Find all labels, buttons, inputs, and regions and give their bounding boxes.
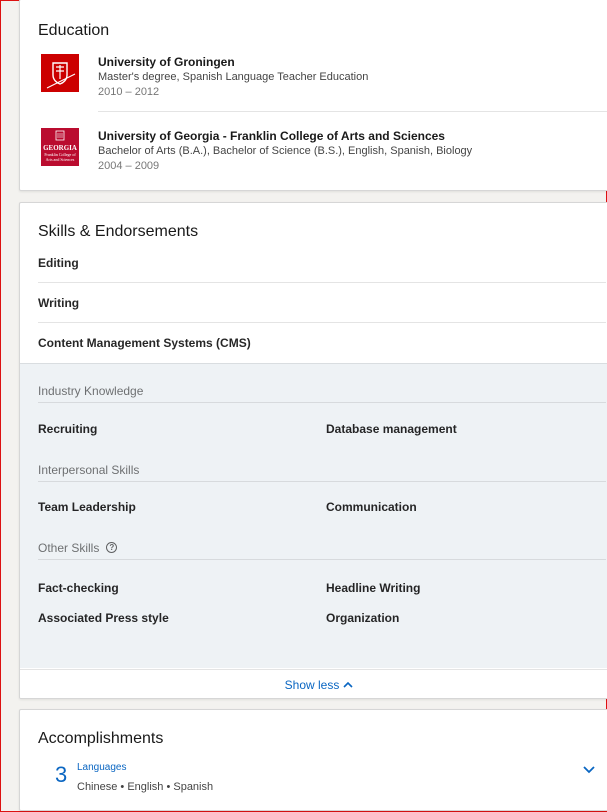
skill-item[interactable]: Database management	[326, 422, 457, 436]
education-title: Education	[38, 22, 110, 39]
skill-item[interactable]: Associated Press style	[38, 611, 169, 625]
top-skill-item[interactable]: Content Management Systems (CMS)	[38, 336, 251, 350]
education-divider	[98, 111, 607, 112]
skill-category-label: Industry Knowledge	[38, 383, 144, 398]
education-school: University of Georgia - Franklin College of Arts and Sciences	[98, 129, 445, 143]
georgia-logo-subtext: Franklin College of Arts and Sciences	[44, 152, 76, 162]
skill-item[interactable]: Recruiting	[38, 422, 98, 436]
accomplishment-count: 3	[55, 762, 68, 787]
accomplishment-items: Chinese • English • Spanish	[77, 781, 214, 793]
show-less-label: Show less	[284, 677, 340, 692]
education-item[interactable]	[41, 128, 607, 191]
skill-item[interactable]: Organization	[326, 611, 400, 625]
accomplishments-title: Accomplishments	[38, 730, 164, 747]
skill-item[interactable]: Fact-checking	[38, 581, 119, 595]
accomplishment-category-link[interactable]: Languages	[77, 762, 127, 773]
chevron-down-icon[interactable]	[582, 764, 596, 774]
education-school: University of Groningen	[98, 55, 235, 69]
education-dates: 2004 – 2009	[98, 160, 160, 172]
accomplishments-card	[19, 709, 607, 811]
skills-card	[19, 202, 607, 699]
help-icon[interactable]: ?	[106, 542, 117, 553]
top-skill-item[interactable]: Writing	[38, 283, 606, 323]
georgia-logo-text: GEORGIA	[43, 144, 77, 152]
education-degree: Bachelor of Arts (B.A.), Bachelor of Science (B.S.), English, Spanish, Biology	[98, 145, 473, 157]
skill-category-label: Interpersonal Skills	[38, 462, 140, 477]
education-dates: 2010 – 2012	[98, 86, 160, 98]
georgia-logo-icon	[41, 128, 79, 166]
show-less-button[interactable]	[20, 669, 607, 699]
skill-category-label: Other Skills	[38, 540, 100, 555]
chevron-up-icon	[343, 680, 353, 690]
groningen-logo-icon	[41, 54, 79, 92]
top-skill-item[interactable]: Editing	[38, 243, 606, 283]
skill-category-heading	[38, 379, 606, 403]
skill-item[interactable]: Headline Writing	[326, 581, 421, 595]
education-degree: Master's degree, Spanish Language Teacher Education	[98, 71, 369, 83]
skill-category-heading	[38, 536, 606, 560]
skills-title: Skills & Endorsements	[38, 223, 199, 240]
education-card	[19, 0, 607, 191]
skill-item[interactable]: Team Leadership	[38, 500, 136, 514]
skills-categories-panel	[20, 363, 607, 668]
skill-item[interactable]: Communication	[326, 500, 417, 514]
skill-category-heading	[38, 458, 606, 482]
